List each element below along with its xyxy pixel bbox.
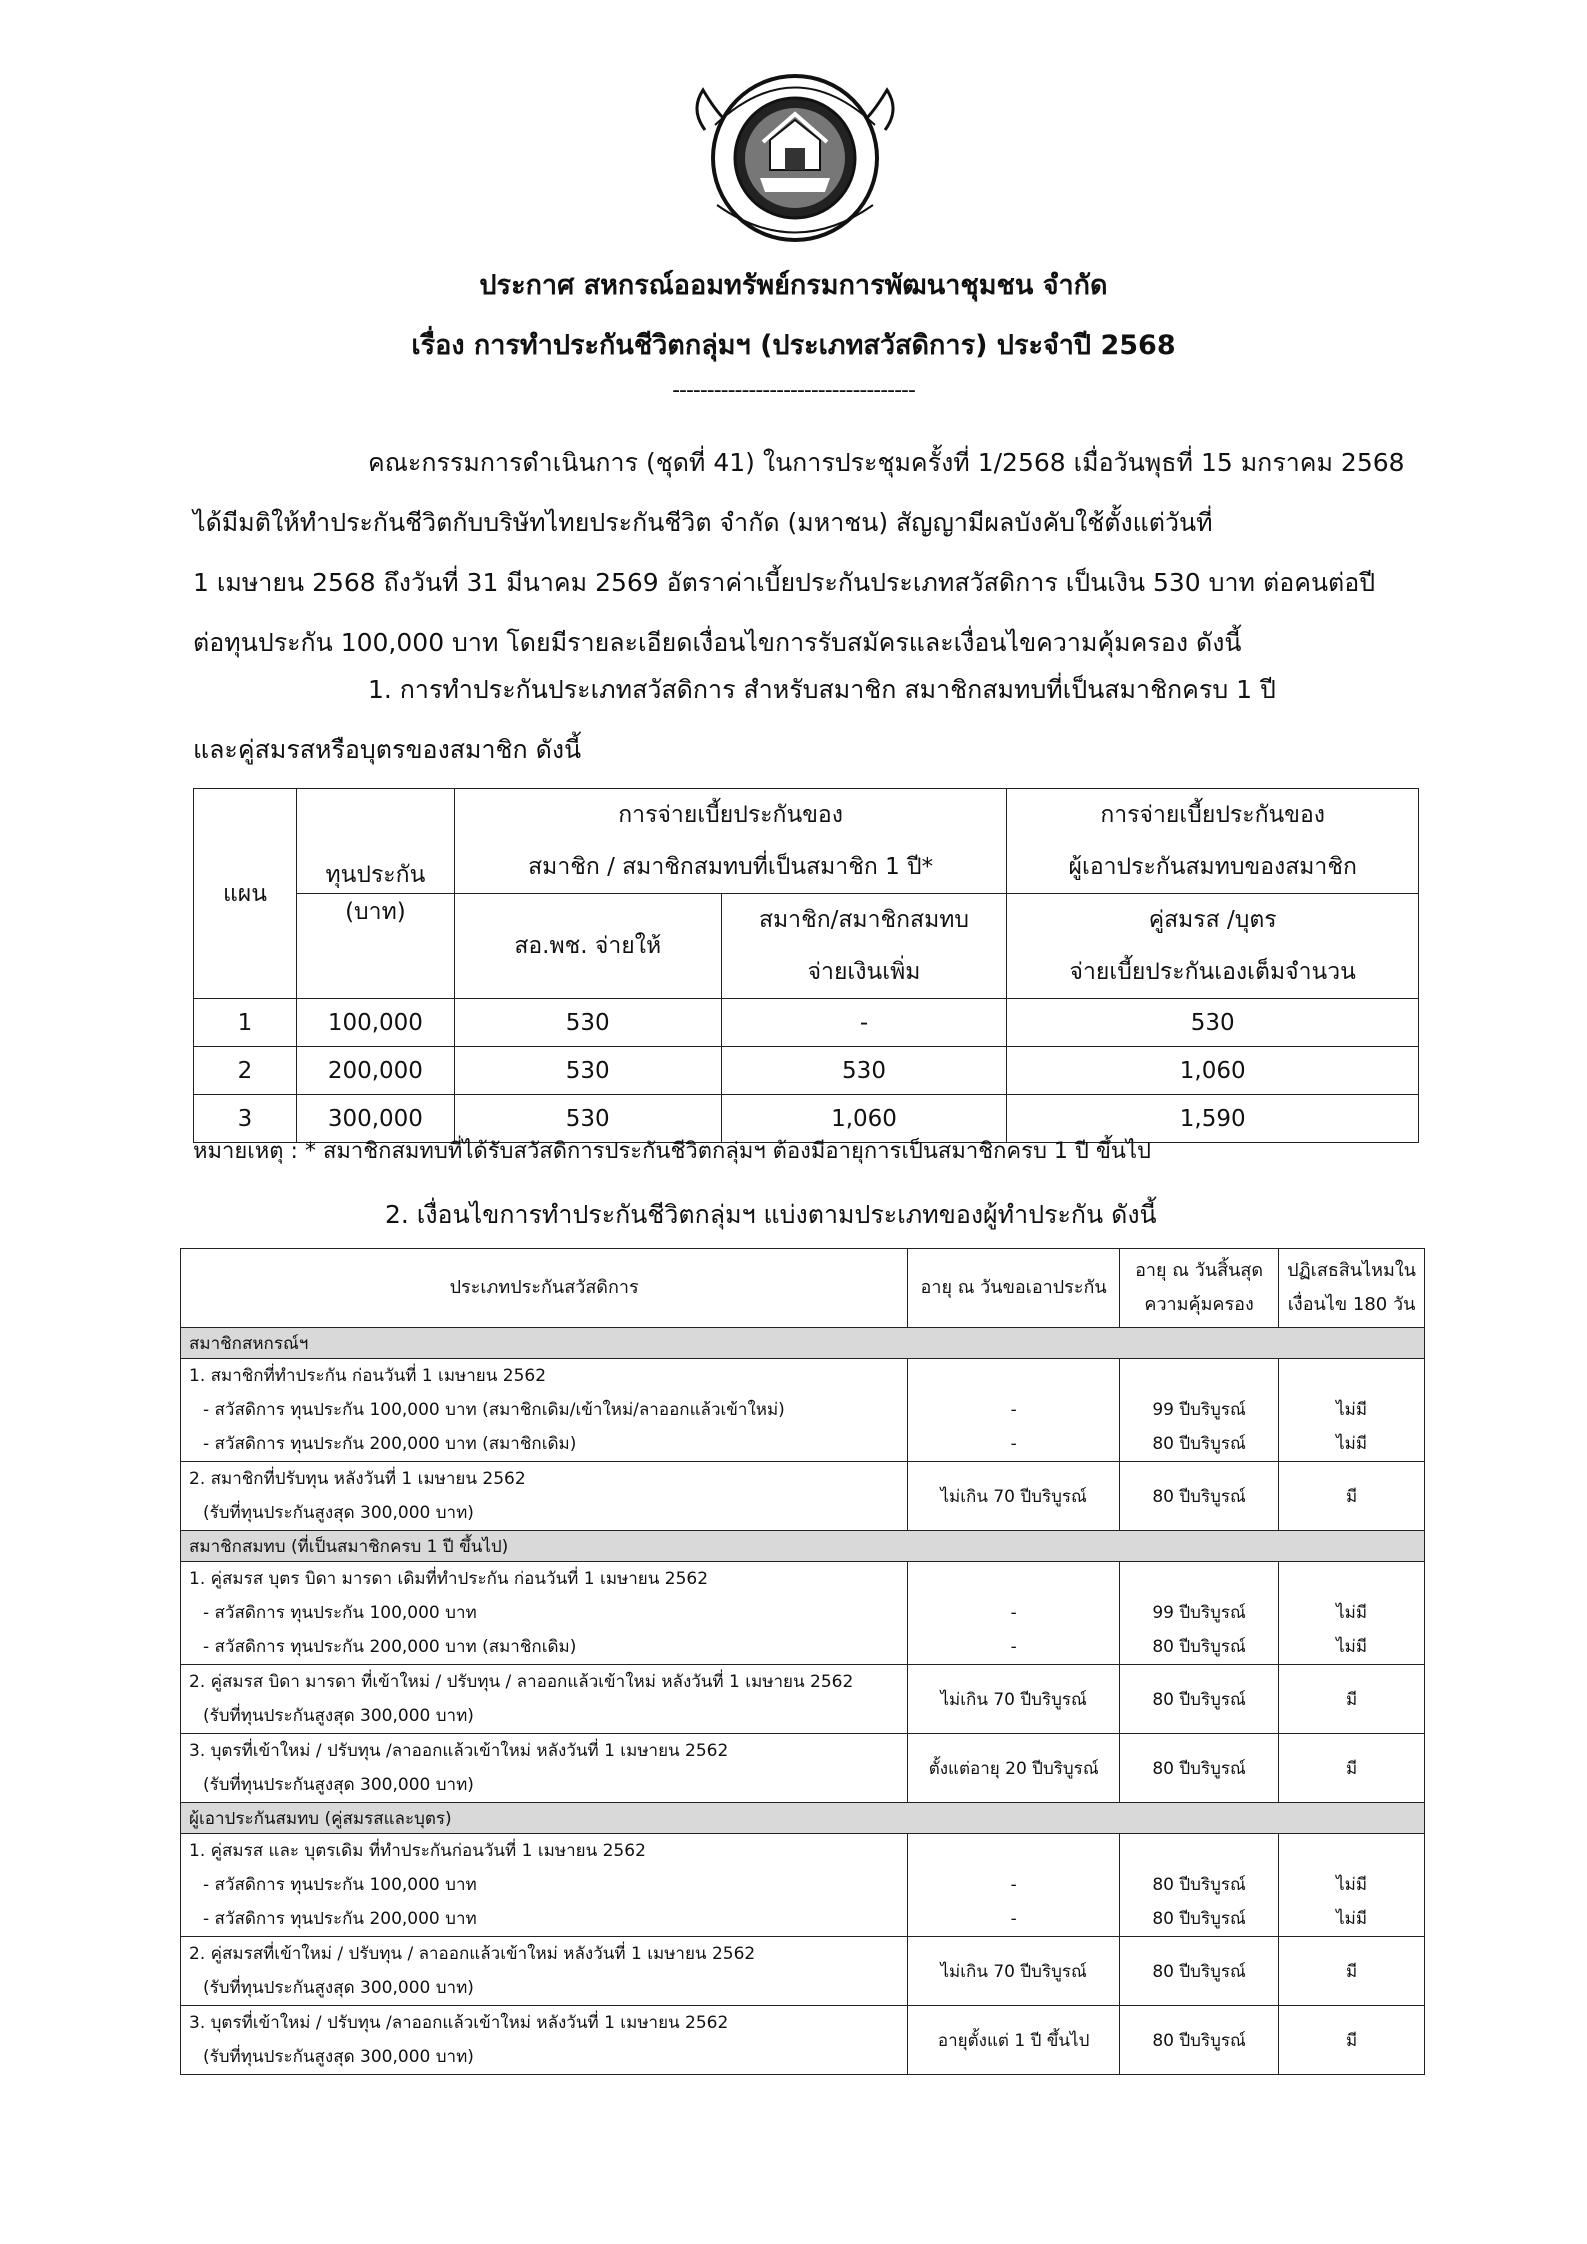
header-member-pay-detail: สมาชิก / สมาชิกสมทบที่เป็นสมาชิก 1 ปี*	[454, 841, 1007, 894]
table-row	[181, 1937, 1425, 2006]
age-end-value: 80 ปีบริบูรณ์	[1152, 1637, 1246, 1657]
claim-deny-value: ไม่มี	[1336, 1875, 1368, 1895]
cell-extra: 530	[721, 1047, 1007, 1095]
age-apply-value: -	[1010, 1909, 1017, 1929]
intro-line: คณะกรรมการดำเนินการ (ชุดที่ 41) ในการประชุมครั้งที่ 1/2568 เมื่อวันพุธที่ 15 มกราคม 2568	[368, 448, 1405, 477]
section1-line: และคู่สมรสหรือบุตรของสมาชิก ดังนี้	[193, 735, 582, 764]
age-apply-value: -	[1010, 1875, 1017, 1895]
header-age-end-l2: ความคุ้มครอง	[1144, 1294, 1254, 1315]
type-line: (รับที่ทุนประกันสูงสุด 300,000 บาท)	[203, 1978, 474, 1998]
age-end-value: 80 ปีบริบูรณ์	[1152, 1909, 1246, 1929]
table-row	[181, 1359, 1425, 1462]
announcement-subject: เรื่อง การทำประกันชีวิตกลุ่มฯ (ประเภทสวัสดิการ) ประจำปี 2568	[411, 330, 1176, 361]
claim-deny-cell	[1279, 1834, 1425, 1937]
type-line: 2. คู่สมรสที่เข้าใหม่ / ปรับทุน / ลาออกแล้วเข้าใหม่ หลังวันที่ 1 เมษายน 2562	[189, 1944, 756, 1964]
premium-table	[193, 788, 1419, 1143]
header-member-pay: การจ่ายเบี้ยประกันของ	[454, 789, 1007, 842]
claim-deny-value: มี	[1279, 1462, 1425, 1531]
age-apply-value: ไม่เกิน 70 ปีบริบูรณ์	[908, 1665, 1120, 1734]
age-end-cell	[1120, 1562, 1279, 1665]
header-extra-pay-detail: จ่ายเงินเพิ่ม	[721, 946, 1007, 999]
type-line: (รับที่ทุนประกันสูงสุด 300,000 บาท)	[203, 1503, 474, 1523]
header-claim-deny-l1: ปฏิเสธสินไหมใน	[1287, 1260, 1416, 1281]
claim-deny-value: ไม่มี	[1336, 1434, 1368, 1454]
table-row	[194, 1047, 1419, 1095]
cell-sum: 200,000	[296, 1047, 454, 1095]
type-line: (รับที่ทุนประกันสูงสุด 300,000 บาท)	[203, 1775, 474, 1795]
table-row	[194, 999, 1419, 1047]
age-end-cell	[1120, 1359, 1279, 1462]
header-coop-pays: สอ.พช. จ่ายให้	[454, 894, 721, 999]
table-note: หมายเหตุ : * สมาชิกสมทบที่ได้รับสวัสดิการประกันชีวิตกลุ่มฯ ต้องมีอายุการเป็นสมาชิกครบ 1 ปี ขึ้นไป	[193, 1139, 1151, 1164]
cell-spouse: 530	[1007, 999, 1419, 1047]
header-plan: แผน	[194, 789, 297, 999]
group-label: สมาชิกสมทบ (ที่เป็นสมาชิกครบ 1 ปี ขึ้นไป)	[181, 1531, 1425, 1562]
table-row	[181, 2006, 1425, 2075]
intro-line: 1 เมษายน 2568 ถึงวันที่ 31 มีนาคม 2569 อัตราค่าเบี้ยประกันประเภทสวัสดิการ เป็นเงิน 530 บาท ต่อคนต่อปี	[193, 568, 1376, 597]
age-end-value: 80 ปีบริบูรณ์	[1120, 2006, 1279, 2075]
age-apply-value: -	[1010, 1603, 1017, 1623]
type-line: - สวัสดิการ ทุนประกัน 100,000 บาท	[203, 1875, 477, 1895]
age-end-value: 99 ปีบริบูรณ์	[1152, 1400, 1246, 1420]
title-separator: -----------------------------------	[672, 378, 915, 403]
cell-plan: 1	[194, 999, 297, 1047]
section1-line: 1. การทำประกันประเภทสวัสดิการ สำหรับสมาชิก สมาชิกสมทบที่เป็นสมาชิกครบ 1 ปี	[368, 675, 1276, 704]
conditions-table	[180, 1248, 1425, 2075]
header-claim-deny	[1279, 1249, 1425, 1328]
group-row	[181, 1803, 1425, 1834]
group-label: สมาชิกสหกรณ์ฯ	[181, 1328, 1425, 1359]
cell-coop: 530	[454, 999, 721, 1047]
type-line: (รับที่ทุนประกันสูงสุด 300,000 บาท)	[203, 2047, 474, 2067]
type-line: - สวัสดิการ ทุนประกัน 200,000 บาท (สมาชิกเดิม)	[203, 1637, 577, 1657]
claim-deny-value: ไม่มี	[1336, 1400, 1368, 1420]
age-end-value: 80 ปีบริบูรณ์	[1152, 1875, 1246, 1895]
intro-line: ต่อทุนประกัน 100,000 บาท โดยมีรายละเอียดเงื่อนไขการรับสมัครและเงื่อนไขความคุ้มครอง ดังนี้	[193, 628, 1242, 657]
table-row	[181, 1834, 1425, 1937]
header-age-apply: อายุ ณ วันขอเอาประกัน	[908, 1249, 1120, 1328]
intro-paragraph	[193, 433, 1409, 673]
type-line: 2. คู่สมรส บิดา มารดา ที่เข้าใหม่ / ปรับทุน / ลาออกแล้วเข้าใหม่ หลังวันที่ 1 เมษายน 2562	[189, 1672, 854, 1692]
header-age-end	[1120, 1249, 1279, 1328]
cell-spouse: 1,060	[1007, 1047, 1419, 1095]
header-sum-insured-unit: (บาท)	[296, 894, 454, 999]
age-apply-cell	[908, 1834, 1120, 1937]
type-line: 1. สมาชิกที่ทำประกัน ก่อนวันที่ 1 เมษายน 2562	[189, 1366, 547, 1386]
age-end-value: 80 ปีบริบูรณ์	[1120, 1937, 1279, 2006]
type-line: - สวัสดิการ ทุนประกัน 100,000 บาท (สมาชิกเดิม/เข้าใหม่/ลาออกแล้วเข้าใหม่)	[203, 1400, 785, 1420]
claim-deny-value: มี	[1279, 1937, 1425, 2006]
header-spouse-child-detail: จ่ายเบี้ยประกันเองเต็มจำนวน	[1007, 946, 1419, 999]
claim-deny-value: ไม่มี	[1336, 1909, 1368, 1929]
header-spouse-child: คู่สมรส /บุตร	[1007, 894, 1419, 947]
cell-sum: 300,000	[296, 1095, 454, 1143]
section1-paragraph	[193, 660, 1409, 780]
cell-extra: 1,060	[721, 1095, 1007, 1143]
type-cell	[181, 1462, 908, 1531]
age-apply-value: -	[1010, 1400, 1017, 1420]
group-row	[181, 1328, 1425, 1359]
claim-deny-value: ไม่มี	[1336, 1637, 1368, 1657]
group-label: ผู้เอาประกันสมทบ (คู่สมรสและบุตร)	[181, 1803, 1425, 1834]
type-line: 2. สมาชิกที่ปรับทุน หลังวันที่ 1 เมษายน 2562	[189, 1469, 526, 1489]
claim-deny-value: ไม่มี	[1336, 1603, 1368, 1623]
type-line: (รับที่ทุนประกันสูงสุด 300,000 บาท)	[203, 1706, 474, 1726]
header-claim-deny-l2: เงื่อนไข 180 วัน	[1287, 1294, 1416, 1315]
table-row	[181, 1665, 1425, 1734]
type-line: 1. คู่สมรส บุตร บิดา มารดา เดิมที่ทำประกัน ก่อนวันที่ 1 เมษายน 2562	[189, 1569, 709, 1589]
header-type: ประเภทประกันสวัสดิการ	[181, 1249, 908, 1328]
type-cell	[181, 1734, 908, 1803]
age-apply-cell	[908, 1562, 1120, 1665]
age-end-value: 99 ปีบริบูรณ์	[1152, 1603, 1246, 1623]
type-cell	[181, 1937, 908, 2006]
claim-deny-value: มี	[1279, 1665, 1425, 1734]
age-end-value: 80 ปีบริบูรณ์	[1120, 1665, 1279, 1734]
age-apply-cell	[908, 1359, 1120, 1462]
type-cell	[181, 1359, 908, 1462]
age-apply-value: -	[1010, 1637, 1017, 1657]
cell-extra: -	[721, 999, 1007, 1047]
header-sum-insured: ทุนประกัน	[296, 789, 454, 894]
claim-deny-value: มี	[1279, 1734, 1425, 1803]
type-line: 3. บุตรที่เข้าใหม่ / ปรับทุน /ลาออกแล้วเข้าใหม่ หลังวันที่ 1 เมษายน 2562	[189, 1741, 729, 1761]
age-apply-value: ตั้งแต่อายุ 20 ปีบริบูรณ์	[908, 1734, 1120, 1803]
cell-spouse: 1,590	[1007, 1095, 1419, 1143]
table-row	[181, 1462, 1425, 1531]
header-extra-pay: สมาชิก/สมาชิกสมทบ	[721, 894, 1007, 947]
group-row	[181, 1531, 1425, 1562]
cell-plan: 2	[194, 1047, 297, 1095]
cell-coop: 530	[454, 1095, 721, 1143]
age-end-value: 80 ปีบริบูรณ์	[1120, 1734, 1279, 1803]
header-age-end-l1: อายุ ณ วันสิ้นสุด	[1135, 1260, 1264, 1281]
type-line: - สวัสดิการ ทุนประกัน 200,000 บาท (สมาชิกเดิม)	[203, 1434, 577, 1454]
cell-coop: 530	[454, 1047, 721, 1095]
intro-line: ได้มีมติให้ทำประกันชีวิตกับบริษัทไทยประกันชีวิต จำกัด (มหาชน) สัญญามีผลบังคับใช้ตั้งแต่วันที่	[193, 508, 1213, 537]
age-apply-value: อายุตั้งแต่ 1 ปี ขึ้นไป	[908, 2006, 1120, 2075]
age-apply-value: ไม่เกิน 70 ปีบริบูรณ์	[908, 1462, 1120, 1531]
age-end-value: 80 ปีบริบูรณ์	[1152, 1434, 1246, 1454]
type-line: - สวัสดิการ ทุนประกัน 100,000 บาท	[203, 1603, 477, 1623]
age-end-cell	[1120, 1834, 1279, 1937]
header-insured-pay: การจ่ายเบี้ยประกันของ	[1007, 789, 1419, 842]
type-cell	[181, 1834, 908, 1937]
announcement-title: ประกาศ สหกรณ์ออมทรัพย์กรมการพัฒนาชุมชน จำกัด	[479, 270, 1108, 301]
section2-heading: 2. เงื่อนไขการทำประกันชีวิตกลุ่มฯ แบ่งตามประเภทของผู้ทำประกัน ดังนี้	[385, 1200, 1157, 1229]
claim-deny-value: มี	[1279, 2006, 1425, 2075]
type-line: 3. บุตรที่เข้าใหม่ / ปรับทุน /ลาออกแล้วเข้าใหม่ หลังวันที่ 1 เมษายน 2562	[189, 2013, 729, 2033]
cooperative-seal-icon	[685, 70, 905, 250]
type-line: - สวัสดิการ ทุนประกัน 200,000 บาท	[203, 1909, 477, 1929]
claim-deny-cell	[1279, 1562, 1425, 1665]
claim-deny-cell	[1279, 1359, 1425, 1462]
age-apply-value: ไม่เกิน 70 ปีบริบูรณ์	[908, 1937, 1120, 2006]
age-end-value: 80 ปีบริบูรณ์	[1120, 1462, 1279, 1531]
type-line: 1. คู่สมรส และ บุตรเดิม ที่ทำประกันก่อนวันที่ 1 เมษายน 2562	[189, 1841, 646, 1861]
header-insured-pay-detail: ผู้เอาประกันสมทบของสมาชิก	[1007, 841, 1419, 894]
table-row	[181, 1734, 1425, 1803]
cell-sum: 100,000	[296, 999, 454, 1047]
type-cell	[181, 2006, 908, 2075]
type-cell	[181, 1665, 908, 1734]
cell-plan: 3	[194, 1095, 297, 1143]
table-row	[181, 1562, 1425, 1665]
age-apply-value: -	[1010, 1434, 1017, 1454]
type-cell	[181, 1562, 908, 1665]
